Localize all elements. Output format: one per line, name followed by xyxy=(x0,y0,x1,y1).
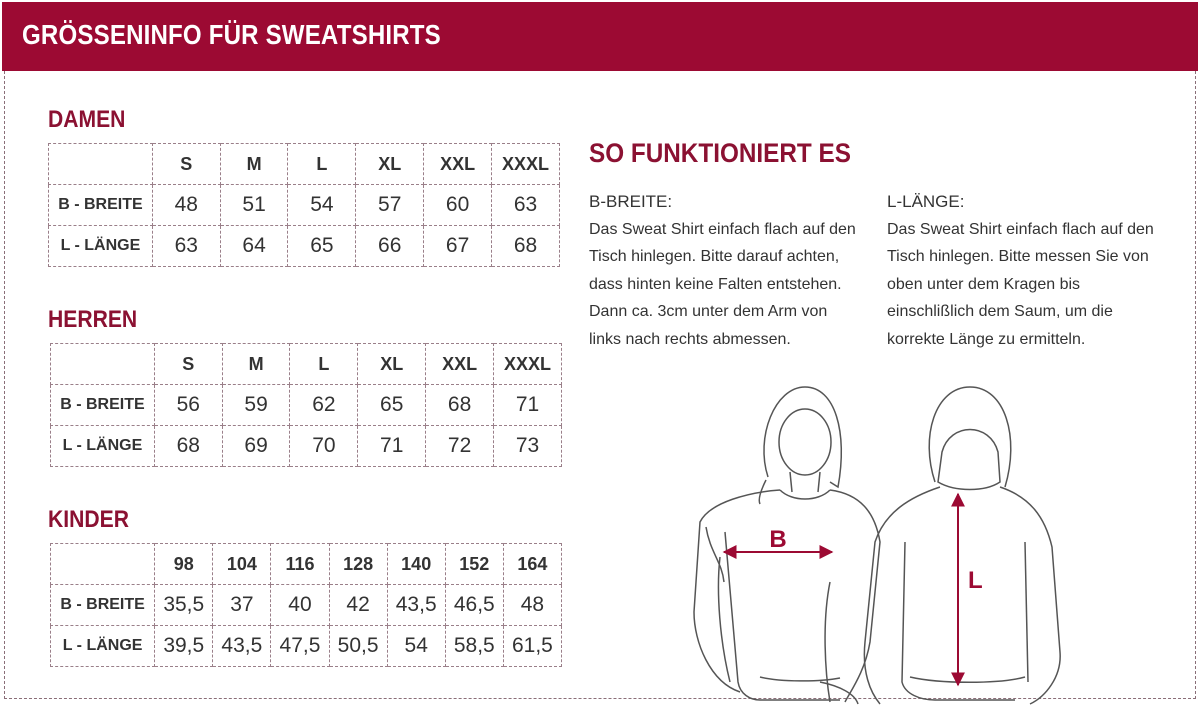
row-label: B - BREITE xyxy=(49,185,153,226)
value-cell: 50,5 xyxy=(329,626,387,667)
value-cell: 43,5 xyxy=(387,585,445,626)
value-cell: 58,5 xyxy=(445,626,503,667)
table-header-row xyxy=(51,544,562,585)
size-header: XL xyxy=(356,144,424,185)
herren-title: HERREN xyxy=(48,306,138,333)
size-header: XXL xyxy=(426,344,494,385)
face-icon xyxy=(779,409,831,475)
laenge-text: Das Sweat Shirt einfach flach auf den Tisch hinlegen. Bitte messen Sie von oben unter dem Kragen bis einschlißlich dem Saum, um die korrekte Länge zu ermitteln. xyxy=(887,220,1154,348)
page-title: GRÖSSENINFO FÜR SWEATSHIRTS xyxy=(22,19,441,50)
corner-cell xyxy=(51,544,155,585)
herren-table xyxy=(50,343,562,467)
value-cell: 72 xyxy=(426,426,494,467)
size-header: S xyxy=(154,344,222,385)
table-row xyxy=(51,626,562,667)
size-header: 98 xyxy=(155,544,213,585)
table-header-row xyxy=(51,344,562,385)
front-figure xyxy=(694,387,880,704)
breite-text: Das Sweat Shirt einfach flach auf den Tisch hinlegen. Bitte darauf achten, dass hinten keine Falten entstehen. Dann ca. 3cm unter dem Arm von links nach rechts abmessen. xyxy=(589,220,856,348)
value-cell: 35,5 xyxy=(155,585,213,626)
breite-label: B-BREITE: xyxy=(589,192,673,211)
back-figure xyxy=(864,387,1060,704)
value-cell: 48 xyxy=(503,585,561,626)
table-row xyxy=(49,185,560,226)
value-cell: 48 xyxy=(152,185,220,226)
value-cell: 51 xyxy=(220,185,288,226)
table-header-row xyxy=(49,144,560,185)
value-cell: 43,5 xyxy=(213,626,271,667)
corner-cell xyxy=(51,344,155,385)
value-cell: 54 xyxy=(288,185,356,226)
value-cell: 59 xyxy=(222,385,290,426)
size-header: XXXL xyxy=(492,144,560,185)
value-cell: 63 xyxy=(152,226,220,267)
breite-marker: B xyxy=(769,526,787,553)
value-cell: 71 xyxy=(358,426,426,467)
table-row xyxy=(51,426,562,467)
row-label: L - LÄNGE xyxy=(51,426,155,467)
value-cell: 54 xyxy=(387,626,445,667)
damen-table xyxy=(48,143,560,267)
value-cell: 70 xyxy=(290,426,358,467)
size-header: 116 xyxy=(271,544,329,585)
size-header: 104 xyxy=(213,544,271,585)
value-cell: 65 xyxy=(358,385,426,426)
size-header: 128 xyxy=(329,544,387,585)
row-label: B - BREITE xyxy=(51,585,155,626)
row-label: L - LÄNGE xyxy=(49,226,153,267)
value-cell: 64 xyxy=(220,226,288,267)
size-header: 164 xyxy=(503,544,561,585)
size-header: 140 xyxy=(387,544,445,585)
size-header: M xyxy=(222,344,290,385)
value-cell: 66 xyxy=(356,226,424,267)
kinder-title: KINDER xyxy=(48,506,129,533)
value-cell: 68 xyxy=(154,426,222,467)
size-header: XXXL xyxy=(494,344,562,385)
table-row xyxy=(51,585,562,626)
value-cell: 65 xyxy=(288,226,356,267)
value-cell: 42 xyxy=(329,585,387,626)
back-hair-icon xyxy=(929,387,1011,487)
value-cell: 69 xyxy=(222,426,290,467)
value-cell: 47,5 xyxy=(271,626,329,667)
hair-icon xyxy=(764,387,841,487)
size-header: L xyxy=(290,344,358,385)
value-cell: 60 xyxy=(424,185,492,226)
value-cell: 56 xyxy=(154,385,222,426)
kinder-table xyxy=(50,543,562,667)
value-cell: 62 xyxy=(290,385,358,426)
value-cell: 68 xyxy=(492,226,560,267)
value-cell: 46,5 xyxy=(445,585,503,626)
size-header: 152 xyxy=(445,544,503,585)
value-cell: 57 xyxy=(356,185,424,226)
how-title: SO FUNKTIONIERT ES xyxy=(589,138,851,168)
corner-cell xyxy=(49,144,153,185)
laenge-instructions xyxy=(887,188,1162,353)
value-cell: 68 xyxy=(426,385,494,426)
value-cell: 40 xyxy=(271,585,329,626)
damen-title: DAMEN xyxy=(48,106,126,133)
value-cell: 71 xyxy=(494,385,562,426)
laenge-marker: L xyxy=(968,567,983,594)
size-header: L xyxy=(288,144,356,185)
size-header: XL xyxy=(358,344,426,385)
size-header: M xyxy=(220,144,288,185)
table-row xyxy=(51,385,562,426)
size-header: S xyxy=(152,144,220,185)
breite-instructions xyxy=(589,188,859,353)
value-cell: 39,5 xyxy=(155,626,213,667)
page-header xyxy=(2,2,1198,71)
laenge-label: L-LÄNGE: xyxy=(887,192,965,211)
value-cell: 67 xyxy=(424,226,492,267)
table-row xyxy=(49,226,560,267)
sweatshirt-illustration xyxy=(680,382,1200,706)
row-label: L - LÄNGE xyxy=(51,626,155,667)
size-header: XXL xyxy=(424,144,492,185)
value-cell: 73 xyxy=(494,426,562,467)
value-cell: 61,5 xyxy=(503,626,561,667)
row-label: B - BREITE xyxy=(51,385,155,426)
value-cell: 63 xyxy=(492,185,560,226)
value-cell: 37 xyxy=(213,585,271,626)
